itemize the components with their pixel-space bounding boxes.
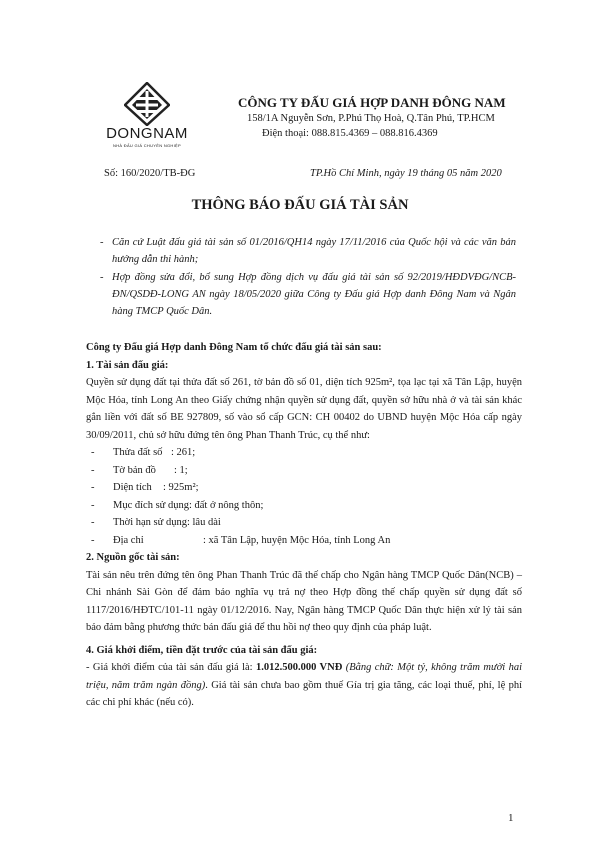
- company-address: 158/1A Nguyễn Sơn, P.Phú Thọ Hoà, Q.Tân Phú, TP.HCM: [247, 113, 495, 124]
- detail-key: Thửa đất số: [113, 447, 163, 458]
- section-2-heading: 2. Nguồn gốc tài sản:: [86, 552, 180, 563]
- list-item: [91, 532, 522, 550]
- company-phone: Điện thoại: 088.815.4369 – 088.816.4369: [262, 128, 438, 139]
- section-2-text: Tài sản nêu trên đứng tên ông Phan Thanh Trúc đã thế chấp cho Ngân hàng TMCP Quốc Dân(NCB) – Chi nhánh Sài Gòn để đảm bảo nghĩa vụ trả nợ theo Hợp đồng thế chấp quyền sử dụng đất số 1117/2016/HĐTC/101-11 ngày 01/12/2016. Nay, Ngân hàng TMCP Quốc Dân thực hiện xử lý tài sản bảo đảm bằng phương thức bán đấu giá để thu hồi nợ theo quy định của pháp luật.: [86, 569, 522, 633]
- logo-tagline: NHÀ ĐẤU GIÁ CHUYÊN NGHIỆP: [113, 143, 181, 148]
- document-body: [86, 339, 522, 712]
- price-suffix: . Giá tài sản chưa bao gồm thuế Gía trị gia tăng, các loại thuế, phí, lệ phí các chi phí khác (nếu có).: [86, 679, 522, 708]
- list-item: [91, 514, 522, 532]
- starting-price: 1.012.500.000 VNĐ: [255, 662, 343, 673]
- section-1-text: Quyền sử dụng đất tại thửa đất số 261, tờ bản đồ số 01, diện tích 925m², tọa lạc tại xã Tân Lập, huyện Mộc Hóa, tỉnh Long An theo Giấy chứng nhận quyền sử dụng đất, quyền sở hữu nhà ở và tài sản khác gắn liền với đất số BE 927809, số vào sổ cấp GCN: CH 00402 do UBND huyện Mộc Hóa cấp ngày 30/09/2011, chủ sở hữu đứng tên ông Phan Thanh Trúc, cụ thể như:: [86, 377, 522, 441]
- legal-basis-item: - Hợp đồng sửa đổi, bổ sung Hợp đồng dịch vụ đấu giá tài sản số 92/2019/HĐDVĐG/NCB-ĐN/QSDĐ-LONG AN ngày 18/05/2020 giữa Công ty Đấu giá Hợp danh Đông Nam và Ngân hàng TMCP Quốc Dân.: [96, 269, 516, 320]
- detail-key: Diện tích: [113, 482, 152, 493]
- detail-key: Mục đích sử dụng: đất ở nông thôn;: [113, 499, 264, 511]
- price-prefix: - Giá khởi điểm của tài sản đấu giá là:: [86, 662, 256, 673]
- intro-line: Công ty Đấu giá Hợp danh Đông Nam tổ chức đấu giá tài sản sau:: [86, 342, 382, 353]
- company-logo: [104, 82, 190, 152]
- document-title: THÔNG BÁO ĐẤU GIÁ TÀI SẢN: [191, 197, 409, 213]
- asset-details-list: [86, 444, 522, 549]
- list-item: [91, 479, 522, 497]
- detail-key: Địa chỉ: [113, 534, 144, 546]
- section-4-heading: 4. Giá khởi điểm, tiền đặt trước của tài sản đấu giá:: [86, 644, 318, 656]
- legal-basis-item: - Căn cứ Luật đấu giá tài sản số 01/2016/QH14 ngày 17/11/2016 của Quốc hội và các văn bản hướng dẫn thi hành;: [96, 234, 516, 268]
- detail-value: : 261;: [171, 447, 196, 458]
- section-4-text: [86, 659, 522, 712]
- company-name: CÔNG TY ĐẤU GIÁ HỢP DANH ĐÔNG NAM: [238, 95, 506, 110]
- detail-value: : 1;: [174, 464, 188, 476]
- page-number: 1: [508, 812, 514, 824]
- legal-bases: [96, 234, 516, 321]
- list-item: [91, 497, 522, 515]
- list-item: [91, 462, 522, 480]
- place-date: TP.Hồ Chí Minh, ngày 19 tháng 05 năm 2020: [310, 168, 502, 179]
- detail-key: Tờ bản đồ: [113, 464, 156, 476]
- detail-value: : 925m²;: [163, 482, 199, 493]
- detail-key: Thời hạn sử dụng: lâu dài: [113, 517, 221, 528]
- detail-value: : xã Tân Lập, huyện Mộc Hóa, tỉnh Long An: [203, 534, 391, 546]
- section-1-heading: 1. Tài sản đấu giá:: [86, 359, 169, 371]
- list-item: [91, 444, 522, 462]
- dongnam-logo-icon: [124, 82, 170, 126]
- price-in-words: (Bằng chữ: Một tỷ, không trăm mười hai triệu, năm trăm ngàn đồng): [86, 662, 523, 691]
- logo-wordmark: DONGNAM: [106, 125, 188, 142]
- document-number: Số: 160/2020/TB-ĐG: [104, 168, 196, 179]
